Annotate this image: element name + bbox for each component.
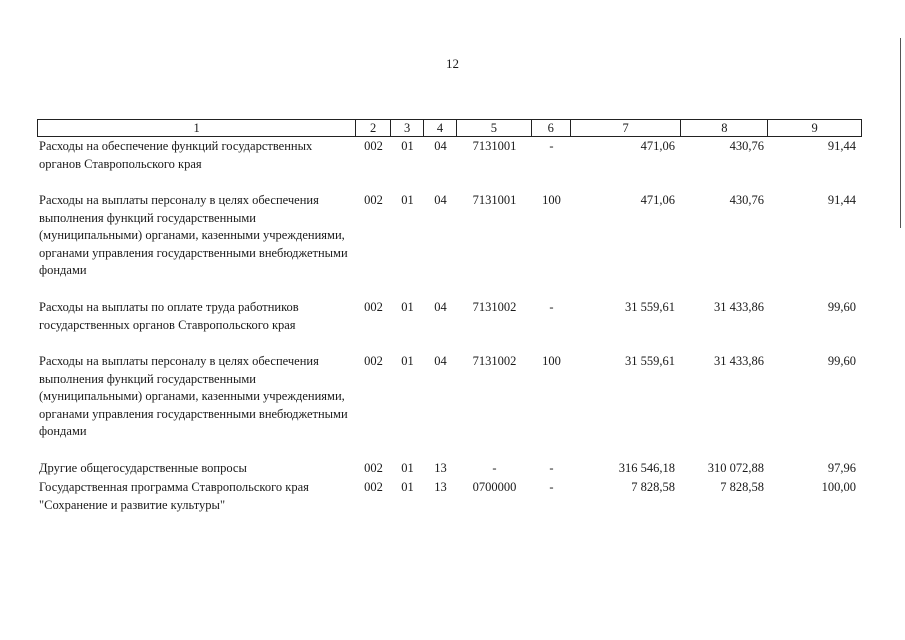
header-col-9: 9 xyxy=(767,120,861,136)
row-value-8: 430,76 xyxy=(729,139,764,153)
row-expense-type: 100 xyxy=(542,354,561,368)
row-name: Расходы на выплаты по оплате труда работников государственных органов Ставропольского края xyxy=(39,300,299,332)
row-value-7: 471,06 xyxy=(640,193,675,207)
row-name: Государственная программа Ставропольского края "Сохранение и развитие культуры" xyxy=(39,480,309,512)
row-value-8: 430,76 xyxy=(729,193,764,207)
header-col-5: 5 xyxy=(456,120,531,136)
row-target-article: 7131001 xyxy=(472,139,517,153)
header-col-4: 4 xyxy=(423,120,456,136)
row-expense-type: - xyxy=(549,461,554,475)
row-target-article: 7131002 xyxy=(472,354,517,368)
row-subsection: 04 xyxy=(434,300,447,314)
row-value-7: 31 559,61 xyxy=(625,354,675,368)
row-name: Расходы на обеспечение функций государственных органов Ставропольского края xyxy=(39,139,313,171)
row-value-7: 31 559,61 xyxy=(625,300,675,314)
page-number: 12 xyxy=(446,56,459,71)
row-value-7: 7 828,58 xyxy=(631,480,675,494)
row-chapter: 002 xyxy=(364,354,383,368)
row-subsection: 13 xyxy=(434,461,447,475)
row-section: 01 xyxy=(401,193,414,207)
row-section: 01 xyxy=(401,139,414,153)
row-name: Расходы на выплаты персоналу в целях обеспечения выполнения функций государственными (муниципальными) органами, казенными учреждениями, органами управления государственными внебюджетными фондами xyxy=(39,354,348,438)
header-col-2: 2 xyxy=(355,120,390,136)
row-subsection: 04 xyxy=(434,354,447,368)
table-body xyxy=(37,0,862,640)
header-col-7: 7 xyxy=(570,120,681,136)
row-chapter: 002 xyxy=(364,300,383,314)
row-name: Другие общегосударственные вопросы xyxy=(39,461,247,475)
header-col-8: 8 xyxy=(680,120,767,136)
row-section: 01 xyxy=(401,461,414,475)
header-col-1: 1 xyxy=(193,121,200,135)
row-chapter: 002 xyxy=(364,480,383,494)
row-value-7: 471,06 xyxy=(640,139,675,153)
row-subsection: 04 xyxy=(434,193,447,207)
row-value-8: 7 828,58 xyxy=(720,480,764,494)
row-expense-type: - xyxy=(549,139,554,153)
row-expense-type: - xyxy=(549,300,554,314)
row-section: 01 xyxy=(401,480,414,494)
row-target-article: 7131002 xyxy=(472,300,517,314)
row-value-8: 31 433,86 xyxy=(714,300,764,314)
row-value-9: 91,44 xyxy=(827,139,856,153)
row-value-8: 310 072,88 xyxy=(707,461,764,475)
scan-edge-line xyxy=(900,38,901,228)
row-target-article: 0700000 xyxy=(472,480,517,494)
header-col-3: 3 xyxy=(390,120,423,136)
row-section: 01 xyxy=(401,300,414,314)
row-chapter: 002 xyxy=(364,461,383,475)
row-section: 01 xyxy=(401,354,414,368)
row-value-9: 99,60 xyxy=(827,354,856,368)
row-value-8: 31 433,86 xyxy=(714,354,764,368)
row-value-9: 99,60 xyxy=(827,300,856,314)
row-target-article: 7131001 xyxy=(472,193,517,207)
row-value-7: 316 546,18 xyxy=(618,461,675,475)
row-target-article: - xyxy=(492,461,497,475)
row-value-9: 91,44 xyxy=(827,193,856,207)
header-col-6: 6 xyxy=(531,120,570,136)
row-chapter: 002 xyxy=(364,193,383,207)
row-value-9: 97,96 xyxy=(827,461,856,475)
row-value-9: 100,00 xyxy=(821,480,856,494)
row-subsection: 13 xyxy=(434,480,447,494)
row-expense-type: - xyxy=(549,480,554,494)
row-subsection: 04 xyxy=(434,139,447,153)
row-name: Расходы на выплаты персоналу в целях обеспечения выполнения функций государственными (муниципальными) органами, казенными учреждениями, органами управления государственными внебюджетными фондами xyxy=(39,193,348,277)
row-expense-type: 100 xyxy=(542,193,561,207)
row-chapter: 002 xyxy=(364,139,383,153)
